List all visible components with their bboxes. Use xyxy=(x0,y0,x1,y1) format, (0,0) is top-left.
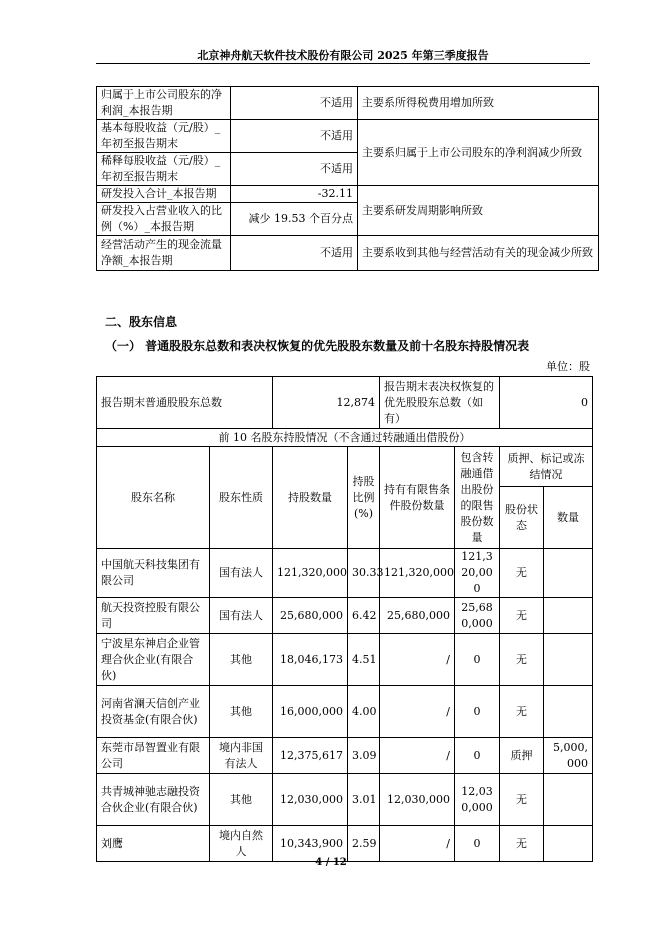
holder-incl-lending: 0 xyxy=(455,686,500,738)
change-cell: 减少 19.53 个百分点 xyxy=(231,203,358,236)
unit-label: 单位：股 xyxy=(546,360,590,373)
holder-status: 无 xyxy=(500,826,544,862)
shareholders-table xyxy=(96,376,593,862)
holder-ratio: 3.01 xyxy=(348,774,380,826)
total-holders-value: 12,874 xyxy=(273,377,380,429)
holder-qty: 25,680,000 xyxy=(273,598,348,634)
holder-status: 质押 xyxy=(500,738,544,774)
holder-pledge-qty xyxy=(544,774,593,826)
change-reasons-table xyxy=(96,86,599,271)
holder-status: 无 xyxy=(500,549,544,598)
item-cell: 经营活动产生的现金流量净额_本报告期 xyxy=(97,236,231,271)
holder-status: 无 xyxy=(500,686,544,738)
change-cell: 不适用 xyxy=(231,87,358,120)
top10-title: 前 10 名股东持股情况（不含通过转融通出借股份） xyxy=(97,429,593,447)
holder-qty: 10,343,900 xyxy=(273,826,348,862)
holder-name: 共青城神驰志融投资合伙企业(有限合伙) xyxy=(97,774,210,826)
holder-status: 无 xyxy=(500,634,544,686)
reason-cell: 主要系所得税费用增加所致 xyxy=(358,87,599,120)
document-header-title: 北京神舟航天软件技术股份有限公司 2025 年第三季度报告 xyxy=(197,49,489,62)
change-cell: 不适用 xyxy=(231,153,358,186)
holder-nature: 其他 xyxy=(210,774,273,826)
top10-title-row xyxy=(97,429,593,447)
holder-status: 无 xyxy=(500,774,544,826)
change-cell: 不适用 xyxy=(231,236,358,271)
holder-nature: 国有法人 xyxy=(210,598,273,634)
holder-ratio: 4.00 xyxy=(348,686,380,738)
table-row xyxy=(97,738,593,774)
holder-name: 河南省澜天信创产业投资基金(有限合伙) xyxy=(97,686,210,738)
col-header-qty: 持股数量 xyxy=(273,447,348,549)
item-cell: 基本每股收益（元/股）_年初至报告期末 xyxy=(97,120,231,153)
col-header-incl-lending: 包含转融通借出股份的限售股份数量 xyxy=(455,447,500,549)
holder-nature: 其他 xyxy=(210,634,273,686)
holder-qty: 12,030,000 xyxy=(273,774,348,826)
holder-restricted: / xyxy=(380,738,455,774)
item-cell: 研发投入占营业收入的比例（%）_本报告期 xyxy=(97,203,231,236)
holder-ratio: 3.09 xyxy=(348,738,380,774)
reason-cell: 主要系研发周期影响所致 xyxy=(358,186,599,236)
subsection-heading: （一） 普通股股东总数和表决权恢复的优先股股东数量及前十名股东持股情况表 xyxy=(105,339,530,353)
table-row xyxy=(97,598,593,634)
holder-qty: 12,375,617 xyxy=(273,738,348,774)
holder-incl-lending: 25,680,000 xyxy=(455,598,500,634)
preferred-holders-label: 报告期末表决权恢复的优先股股东总数（如有） xyxy=(380,377,500,429)
table-row xyxy=(97,120,599,153)
col-header-pledge: 质押、标记或冻结情况 xyxy=(500,447,593,487)
holder-restricted: / xyxy=(380,634,455,686)
change-cell: -32.11 xyxy=(231,186,358,203)
table-row xyxy=(97,774,593,826)
holder-nature: 境内自然人 xyxy=(210,826,273,862)
change-cell: 不适用 xyxy=(231,120,358,153)
col-header-status: 股份状态 xyxy=(500,487,544,549)
holder-pledge-qty: 5,000,000 xyxy=(544,738,593,774)
holder-nature: 境内非国有法人 xyxy=(210,738,273,774)
holder-pledge-qty xyxy=(544,549,593,598)
table-row xyxy=(97,549,593,598)
holder-qty: 121,320,000 xyxy=(273,549,348,598)
holder-ratio: 6.42 xyxy=(348,598,380,634)
holder-restricted: 121,320,000 xyxy=(380,549,455,598)
holder-name: 刘鹰 xyxy=(97,826,210,862)
holder-ratio: 30.33 xyxy=(348,549,380,598)
holder-pledge-qty xyxy=(544,686,593,738)
table-row xyxy=(97,634,593,686)
col-header-pledge-qty: 数量 xyxy=(544,487,593,549)
holder-name: 航天投资控股有限公司 xyxy=(97,598,210,634)
header-divider xyxy=(96,63,590,64)
preferred-holders-value: 0 xyxy=(500,377,593,429)
holder-pledge-qty xyxy=(544,598,593,634)
holder-incl-lending: 0 xyxy=(455,634,500,686)
table-row xyxy=(97,87,599,120)
item-cell: 归属于上市公司股东的净利润_本报告期 xyxy=(97,87,231,120)
holder-restricted: / xyxy=(380,826,455,862)
col-header-name: 股东名称 xyxy=(97,447,210,549)
table-row xyxy=(97,686,593,738)
holder-status: 无 xyxy=(500,598,544,634)
holder-qty: 18,046,173 xyxy=(273,634,348,686)
col-header-ratio: 持股比例(%) xyxy=(348,447,380,549)
holder-name: 宁波星东神启企业管理合伙企业(有限合伙) xyxy=(97,634,210,686)
table-row xyxy=(97,186,599,203)
holder-restricted: 12,030,000 xyxy=(380,774,455,826)
item-cell: 稀释每股收益（元/股）_年初至报告期末 xyxy=(97,153,231,186)
holder-nature: 国有法人 xyxy=(210,549,273,598)
total-holders-label: 报告期末普通股股东总数 xyxy=(97,377,273,429)
holder-ratio: 2.59 xyxy=(348,826,380,862)
summary-row xyxy=(97,377,593,429)
header-row xyxy=(97,447,593,487)
table-row xyxy=(97,236,599,271)
holder-restricted: 25,680,000 xyxy=(380,598,455,634)
col-header-nature: 股东性质 xyxy=(210,447,273,549)
holder-incl-lending: 0 xyxy=(455,826,500,862)
holder-name: 中国航天科技集团有限公司 xyxy=(97,549,210,598)
reason-cell: 主要系收到其他与经营活动有关的现金减少所致 xyxy=(358,236,599,271)
holder-ratio: 4.51 xyxy=(348,634,380,686)
holder-incl-lending: 0 xyxy=(455,738,500,774)
holder-name: 东莞市昂智置业有限公司 xyxy=(97,738,210,774)
col-header-restricted: 持有有限售条件股份数量 xyxy=(380,447,455,549)
page-number: 4 / 12 xyxy=(315,857,347,868)
holder-nature: 其他 xyxy=(210,686,273,738)
holder-restricted: / xyxy=(380,686,455,738)
item-cell: 研发投入合计_本报告期 xyxy=(97,186,231,203)
holder-pledge-qty xyxy=(544,634,593,686)
holder-incl-lending: 12,030,000 xyxy=(455,774,500,826)
holder-incl-lending: 121,320,000 xyxy=(455,549,500,598)
holder-qty: 16,000,000 xyxy=(273,686,348,738)
reason-cell: 主要系归属于上市公司股东的净利润减少所致 xyxy=(358,120,599,186)
section-heading: 二、股东信息 xyxy=(105,315,178,329)
